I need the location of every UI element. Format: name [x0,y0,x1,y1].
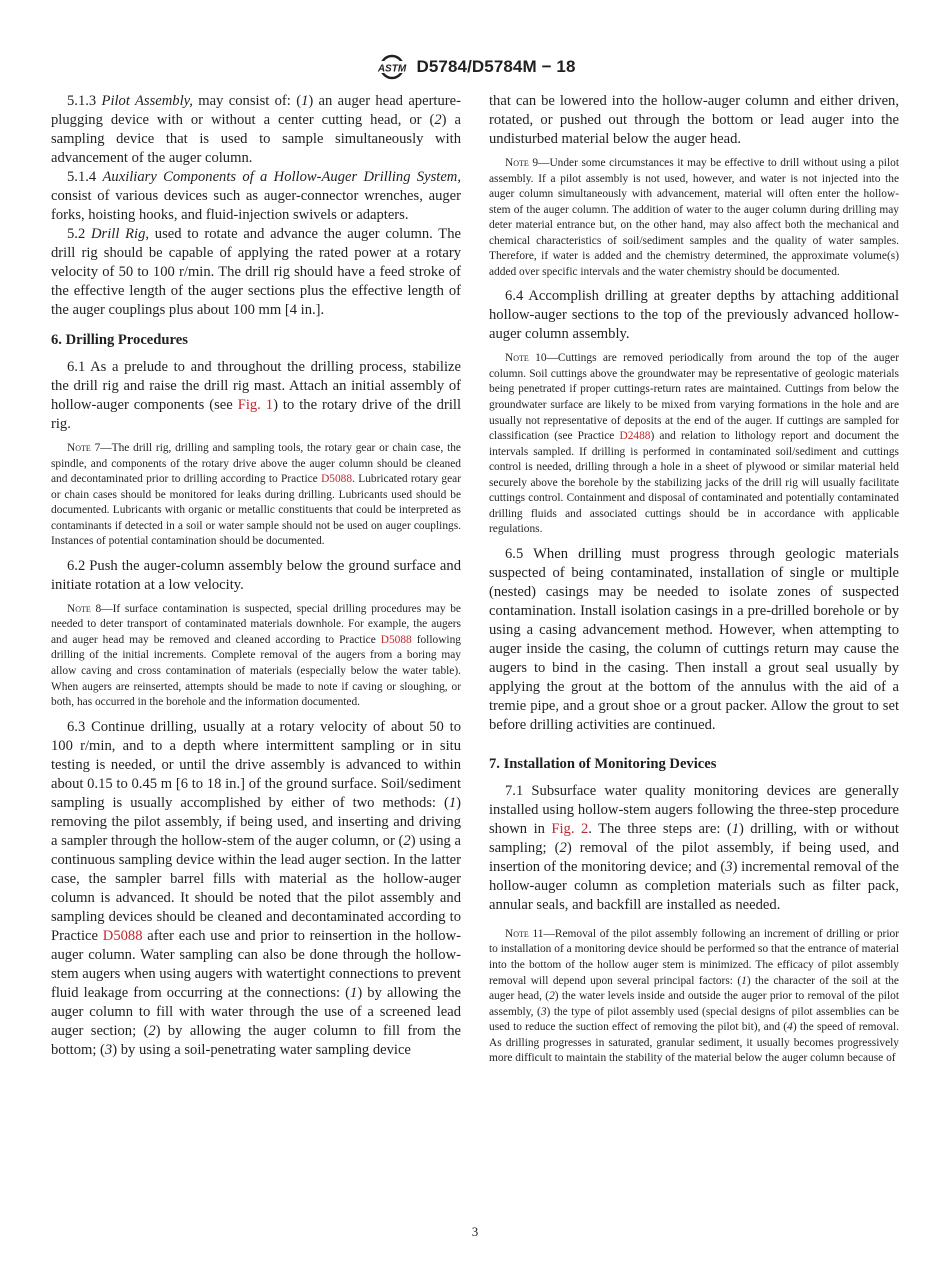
page-number: 3 [471,1224,479,1239]
term-auxiliary-components: Auxiliary Components of a Hollow-Auger Drilling System, [102,169,461,185]
note-8: Note 8—If surface contamination is suspected, special drilling procedures may be needed to deter transport of contaminated materials downhole. For example, the augers and auger head may be removed and cleaned according to Practice D5088 following drilling of the initial increments. Complete removal of the augers from a boring may allow caving and cross contamination of materials (especially below the water table). When augers are reinserted, attempts should be made to note if caving or sloughing, or both, has occurred in the borehole and the information documented. [51,602,461,709]
astm-logo-text: ASTM [378,63,407,75]
paragraph-5-1-3: 5.1.3 Pilot Assembly, may consist of: (1) an auger head aperture-plugging device with or without a center cutting head, or (2) a sampling device that is used to sample simultaneously with advancement of the auger column. [51,93,461,166]
note-11: Note 11—Removal of the pilot assembly following an increment of drilling or prior to installation of a monitoring device should be performed so that the entrance of material into the bottom of the hollow auger stem is minimized. The efficacy of pilot assembly removal will depend upon several principal factors: (1) the character of the soil at the auger head, (2) the water levels inside and outside the auger prior to removal of the pilot assembly, (3) the type of pilot assembly used (special designs of pilot assemblies can be used to reduce the suction effect of removing the pilot bit), and (4) the speed of removal. As drilling progresses in saturated, granular sediment, it usually becomes progressively more difficult to maintain the stability of the material below the auger column because of [489,927,900,1065]
d5088-link[interactable]: D5088 [102,927,143,944]
d2488-link[interactable]: D2488 [619,430,651,443]
note-9: Note 9—Under some circumstances it may be effective to drill without using a pilot assembly. If a pilot assembly is not used, however, and water is not injected into the auger column simultaneously with advancement, material will often enter the hollow-stem of the auger column. The addition of water to the auger column during drilling may deter material entrance but, on the other hand, may also affect both the mechanical and chemical characteristics of soil/sediment samples and the quality of water samples. Therefore, if water is added and the chemistry determined, the approximate volume(s) added over specific intervals and the water chemistry should be documented. [489,157,899,278]
astm-logo-icon [374,52,410,82]
note-10: Note 10—Cuttings are removed periodically from around the top of the auger column. Soil cuttings above the groundwater may be representative of geologic materials being penetrated if proper cuttings-return rates are maintained. Cuttings from below the groundwater surface are likely to be mixed from varying formations in the hole and are usually not representative of deposits at the end of the auger. If cuttings are sampled for classification (see Practice D2488) and relation to lithology report and document the intervals sampled. If drilling is performed in contaminated soil/sediment and cuttings control is needed, drilling through a hole in a sheet of plywood or similar material held securely above the borehole by the stabilizing jacks of the drill rig will usually facilitate cuttings control. Containment and disposal of contaminated and potentially contaminated drilling fluids and associated cuttings should be in accordance with applicable regulations. [489,352,899,536]
paragraph-6-4: 6.4 Accomplish drilling at greater depths by attaching additional hollow-auger sections to the top of the previously advanced hollow-auger column assembly. [489,288,899,343]
document-designation: D5784/D5784M − 18 [416,57,576,76]
d5088-link[interactable]: D5088 [321,473,353,486]
left-column [51,92,461,1060]
section-heading-7: 7. Installation of Monitoring Devices [489,755,717,772]
fig-2-link[interactable]: Fig. 2 [551,820,589,837]
paragraph-6-2: 6.2 Push the auger-column assembly below the ground surface and initiate rotation at a low velocity. [51,557,461,593]
page-header [0,52,950,82]
section-heading-6: 6. Drilling Procedures [51,332,188,348]
d5088-link[interactable]: D5088 [380,633,412,646]
paragraph-7-1: 7.1 Subsurface water quality monitoring devices are generally installed using hollow-stem augers following the three-step procedure shown in Fig. 2. The three steps are: (1) drilling, with or without sampling; (2) removal of the pilot assembly, if being used, and insertion of the monitoring device; and (3) incremental removal of the hollow-auger column as completion materials such as filter pack, annular seals, and backfill are installed as needed. [489,782,900,913]
right-column [489,92,899,1074]
paragraph-6-5: 6.5 When drilling must progress through geologic materials suspected of being contaminated, installation of single or multiple (nested) casings may be needed to isolate zones of suspected contamination. Install isolation casings in a pre-drilled borehole or by using a casing advancement method. However, when attempting to auger inside the casing, the column of cuttings return may cause the augers to bind in the casing. Then install a grout seal usually by applying the grout at the bottom of the annulus with the aid of a tremie pipe, and a grout shoe or a grout packer. Allow the grout to set before drilling activities are continued. [489,545,899,733]
paragraph-5-2: 5.2 Drill Rig, used to rotate and advance the auger column. The drill rig should be capable of applying the rated power at a rotary velocity of 50 to 100 r/min. The drill rig should have a feed stroke of the effective length of the auger sections plus the effective length of the auger couplings plus about 100 mm [4 in.]. [51,226,461,318]
paragraph-6-3: 6.3 Continue drilling, usually at a rotary velocity of about 50 to 100 r/min, and to a depth where intermittent sampling or in situ testing is needed, or until the drive assembly is advanced to within about 0.15 to 0.45 m [6 to 18 in.] of the ground surface. Soil/sediment sampling is usually accomplished by either of two methods: (1) removing the pilot assembly, if being used, and inserting and driving a sampler through the hollow-stem of the auger column, or (2) using a continuous sampling device within the lead auger section. In the latter case, the sampler barrel fills with material as the hollow-auger column is advanced. It should be noted that the pilot assembly and sampling devices should be cleaned and decontaminated according to Practice D5088 after each use and prior to reinsertion in the hollow-auger column. Water sampling can also be done through the hollow-stem augers when using augers with watertight connections to prevent fluid leakage from occurring at the connections: (1) by allowing the auger column to fill with water through the use of a screened lead auger section; (2) by allowing the auger column to fill from the bottom; (3) by using a soil-penetrating water sampling device [51,718,461,1058]
term-pilot-assembly: Pilot Assembly, [101,93,193,109]
note-7: Note 7—The drill rig, drilling and sampling tools, the rotary gear or chain case, the spindle, and components of the rotary drive above the auger column should be cleaned and decontaminated prior to drilling according to Practice D5088. Lubricated rotary gear or chain cases should be monitored for leaks during drilling. Lubricants used should be documented. Lubricants with organic or metallic constituents that could be interpreted as contaminants if detected in a soil or water sample should not be used on auger couplings. Instances of potential contamination should be documented. [51,442,461,548]
paragraph-6-3-continued: that can be lowered into the hollow-auger column and either driven, rotated, or pushed out through the bottom or lead auger into the undisturbed material below the auger head. [489,93,899,147]
fig-1-link[interactable]: Fig. 1 [237,397,274,413]
term-drill-rig: Drill Rig, [91,226,150,242]
paragraph-6-1: 6.1 As a prelude to and throughout the drilling process, stabilize the drill rig and raise the drill rig mast. Attach an initial assembly of hollow-auger components (see Fig. 1) to the rotary drive of the drill rig. [51,359,461,432]
paragraph-5-1-4: 5.1.4 Auxiliary Components of a Hollow-Auger Drilling System, consist of various devices such as auger-connector wrenches, auger forks, hoisting hooks, and fluid-injection swivels or adapters. [51,169,461,223]
